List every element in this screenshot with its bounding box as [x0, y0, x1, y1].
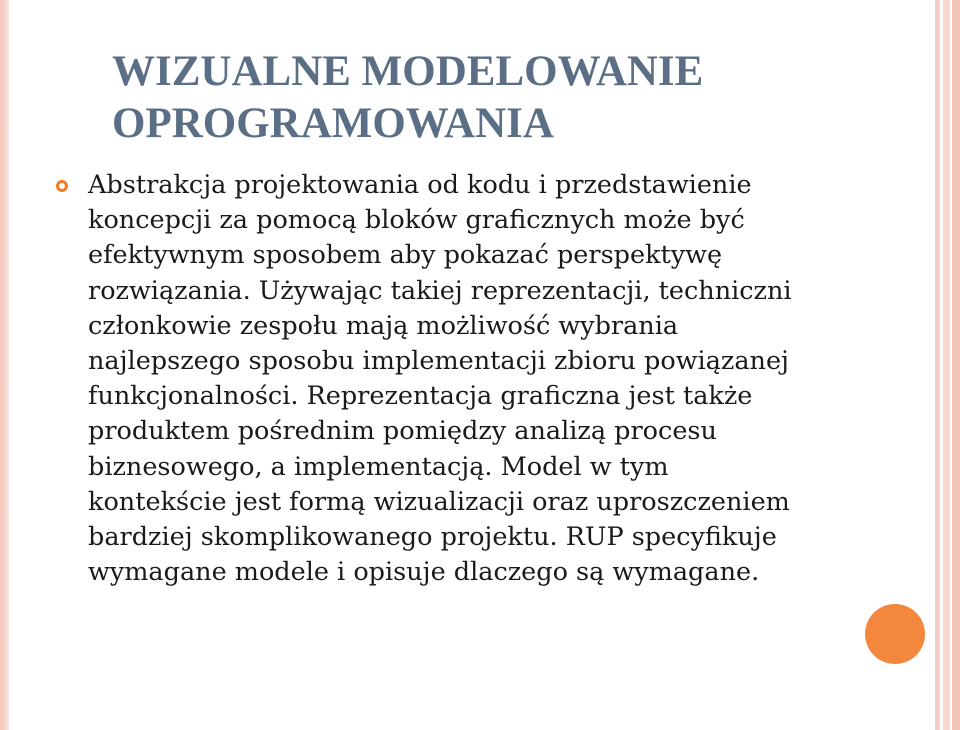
bullet-item: [50, 168, 810, 590]
slide-title: [112, 46, 832, 150]
title-line-2: OPROGRAMOWANIA: [112, 100, 554, 147]
right-border-stripes: [932, 0, 960, 730]
orange-circle-icon: [865, 604, 925, 664]
bullet-list: [50, 168, 810, 590]
circle-bullet-icon: [56, 180, 68, 192]
left-border-strip: [0, 0, 9, 730]
title-line-1: WIZUALNE MODELOWANIE: [112, 48, 704, 95]
bullet-text: Abstrakcja projektowania od kodu i przedstawienie koncepcji za pomocą bloków graficznych może być efektywnym sposobem aby pokazać perspektywę rozwiązania. Używając takiej reprezentacji, techniczni członkowie zespołu mają możliwość wybrania najlepszego sposobu implementacji zbioru powiązanej funkcjonalności. Reprezentacja graficzna jest także produktem pośrednim pomiędzy analizą procesu biznesowego, a implementacją. Model w tym kontekście jest formą wizualizacji oraz uproszczeniem bardziej skomplikowanego projektu. RUP specyfikuje wymagane modele i opisuje dlaczego są wymagane.: [88, 170, 792, 588]
